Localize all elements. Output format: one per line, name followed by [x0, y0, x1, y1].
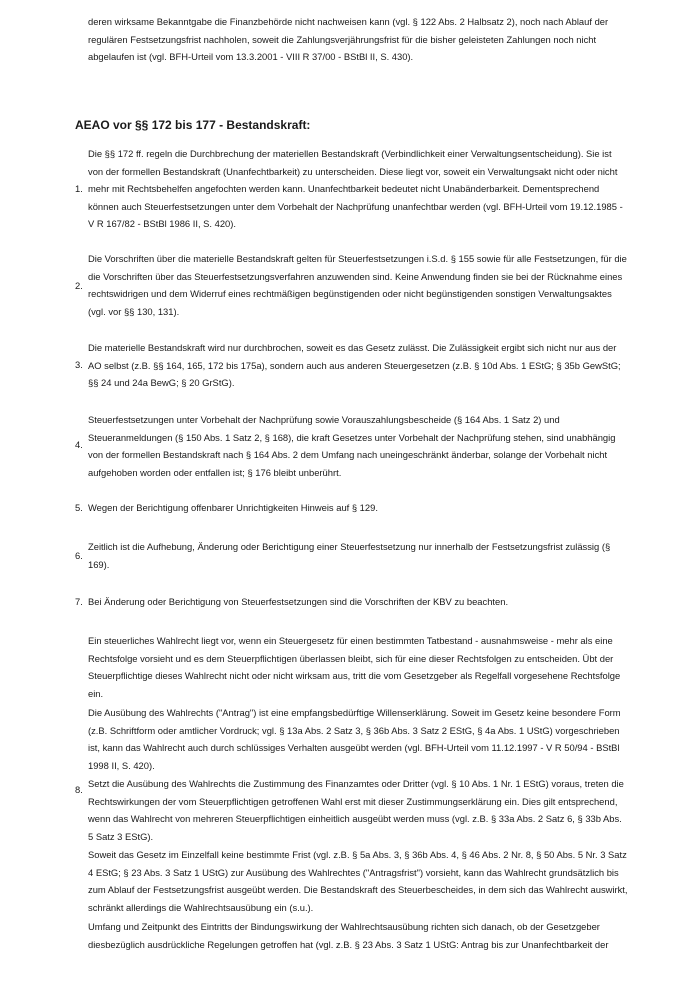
- list-item-text: Die §§ 172 ff. regeln die Durchbrechung der materiellen Bestandskraft (Verbindlichkeit einer Verwaltungsentscheidung). Sie ist von der formellen Bestandskraft (Unanfechtbarkeit) zu unterscheiden. Diese liegt vor, soweit ein Verwaltungsakt nicht oder nicht mehr mit Rechtsbehelfen angefochten werden kann. Unanfechtbarkeit bedeutet nicht Unabänderbarkeit. Dementsprechend können auch Steuerfestsetzungen unter dem Vorbehalt der Nachprüfung unanfechtbar werden (vgl. BFH-Urteil vom 19.12.1985 - V R 167/82 - BStBl 1986 II, S. 420).: [88, 148, 623, 230]
- item8-paragraph: Die Ausübung des Wahlrechts ("Antrag") ist eine empfangsbedürftige Willenserklärung. Soweit im Gesetz keine besondere Form (z.B. Schriftform oder amtlicher Vordruck; vgl. § 13a Abs. 2 Satz 3, § 36b Abs. 3 Satz 2 EStG, § 4a Abs. 1 UStG) vorgeschrieben ist, kann das Wahlrecht auch durch schlüssiges Verhalten ausgeübt werden (vgl. BFH-Urteil vom 11.12.1997 - V R 50/94 - BStBl 1998 II, S. 420).: [88, 707, 621, 771]
- list-item-number: 2.: [75, 280, 83, 291]
- list-item-text: Steuerfestsetzungen unter Vorbehalt der Nachprüfung sowie Vorauszahlungsbescheide (§ 164 Abs. 1 Satz 2) und Steueranmeldungen (§ 150 Abs. 1 Satz 2, § 168), die kraft Gesetzes unter Vorbehalt der Nachprüfung stehen, sind unabhängig von der formellen Bestandskraft nach § 164 Abs. 2 dem Umfang nach uneingeschränkt änderbar, solange der Vorbehalt nicht aufgehoben worden oder entfallen ist; § 176 bleibt unberührt.: [88, 414, 616, 478]
- list-item-number: 8.: [75, 784, 83, 795]
- list-item-text: Bei Änderung oder Berichtigung von Steuerfestsetzungen sind die Vorschriften der KBV zu beachten.: [88, 596, 509, 607]
- item8-paragraph: Ein steuerliches Wahlrecht liegt vor, wenn ein Steuergesetz für einen bestimmten Tatbestand - ausnahmsweise - mehr als eine Rechtsfolge vorsieht und es dem Steuerpflichtigen überlassen bleibt, sich für eine dieser Rechtsfolgen zu entscheiden. Übt der Steuerpflichtige dieses Wahlrecht nicht oder nicht wirksam aus, tritt die vom Gesetzgeber als Regelfall vorgesehene Rechtsfolge ein.: [88, 635, 621, 699]
- list-item-number: 1.: [75, 183, 83, 194]
- item8-paragraph: Soweit das Gesetz im Einzelfall keine bestimmte Frist (vgl. z.B. § 5a Abs. 3, § 36b Abs. 4, § 46 Abs. 2 Nr. 8, § 50 Abs. 5 Nr. 3 Satz 4 EStG; § 23 Abs. 3 Satz 1 UStG) zur Ausübung des Wahlrechtes ("Antragsfrist") vorsieht, kann das Wahlrecht grundsätzlich bis zum Ablauf der Festsetzungsfrist ausgeübt werden. Die Bestandskraft des Steuerbescheides, in dem sich das Wahlrecht auswirkt, schränkt allerdings die Wahlrechtsausübung ein (s.u.).: [88, 849, 628, 913]
- list-item-text: Wegen der Berichtigung offenbarer Unrichtigkeiten Hinweis auf § 129.: [88, 502, 378, 513]
- list-item-text: Die Vorschriften über die materielle Bestandskraft gelten für Steuerfestsetzungen i.S.d. § 155 sowie für alle Festsetzungen, für die die Vorschriften über das Steuerfestsetzungsverfahren anzuwenden sind. Keine Anwendung finden sie bei der Rücknahme eines rechtswidrigen und dem Widerruf eines rechtmäßigen begünstigenden oder nicht begünstigenden sonstigen Verwaltungsaktes (vgl. vor §§ 130, 131).: [88, 253, 627, 317]
- list-item-text: Zeitlich ist die Aufhebung, Änderung oder Berichtigung einer Steuerfestsetzung nur innerhalb der Festsetzungsfrist zulässig (§ 169).: [88, 541, 611, 570]
- list-item-number: 6.: [75, 550, 83, 561]
- intro-paragraph: deren wirksame Bekanntgabe die Finanzbehörde nicht nachweisen kann (vgl. § 122 Abs. 2 Halbsatz 2), noch nach Ablauf der regulären Festsetzungsfrist nachholen, soweit die Zahlungsverjährungsfrist für die bisher geleisteten Zahlungen noch nicht abgelaufen ist (vgl. BFH-Urteil vom 13.3.2001 - VIII R 37/00 - BStBl II, S. 430).: [88, 16, 609, 63]
- list-item-number: 5.: [75, 502, 83, 513]
- section-heading: AEAO vor §§ 172 bis 177 - Bestandskraft:: [75, 118, 311, 132]
- list-item-number: 7.: [75, 596, 83, 607]
- list-item-text: Die materielle Bestandskraft wird nur durchbrochen, soweit es das Gesetz zulässt. Die Zulässigkeit ergibt sich nicht nur aus der AO selbst (z.B. §§ 164, 165, 172 bis 175a), sondern auch aus anderen Steuergesetzen (z.B. § 10d Abs. 1 EStG; § 35b GewStG; §§ 24 und 24a BewG; § 20 GrStG).: [88, 342, 621, 389]
- list-item-number: 3.: [75, 359, 83, 370]
- item8-paragraph: Setzt die Ausübung des Wahlrechts die Zustimmung des Finanzamtes oder Dritter (vgl. § 10 Abs. 1 Nr. 1 EStG) voraus, treten die Rechtswirkungen der vom Steuerpflichtigen getroffenen Wahl erst mit dieser Zustimmungserklärung ein. Dies gilt entsprechend, wenn das Wahlrecht von mehreren Steuerpflichtigen einheitlich ausgeübt werden muss (vgl. z.B. § 33a Abs. 2 Satz 6, § 33b Abs. 5 Satz 3 EStG).: [88, 778, 624, 842]
- list-item-number: 4.: [75, 439, 83, 450]
- item8-paragraph: Umfang und Zeitpunkt des Eintritts der Bindungswirkung der Wahlrechtsausübung richten sich danach, ob der Gesetzgeber diesbezüglich ausdrückliche Regelungen getroffen hat (vgl. z.B. § 23 Abs. 3 Satz 1 UStG: Antrag bis zur Unanfechtbarkeit der: [88, 921, 609, 950]
